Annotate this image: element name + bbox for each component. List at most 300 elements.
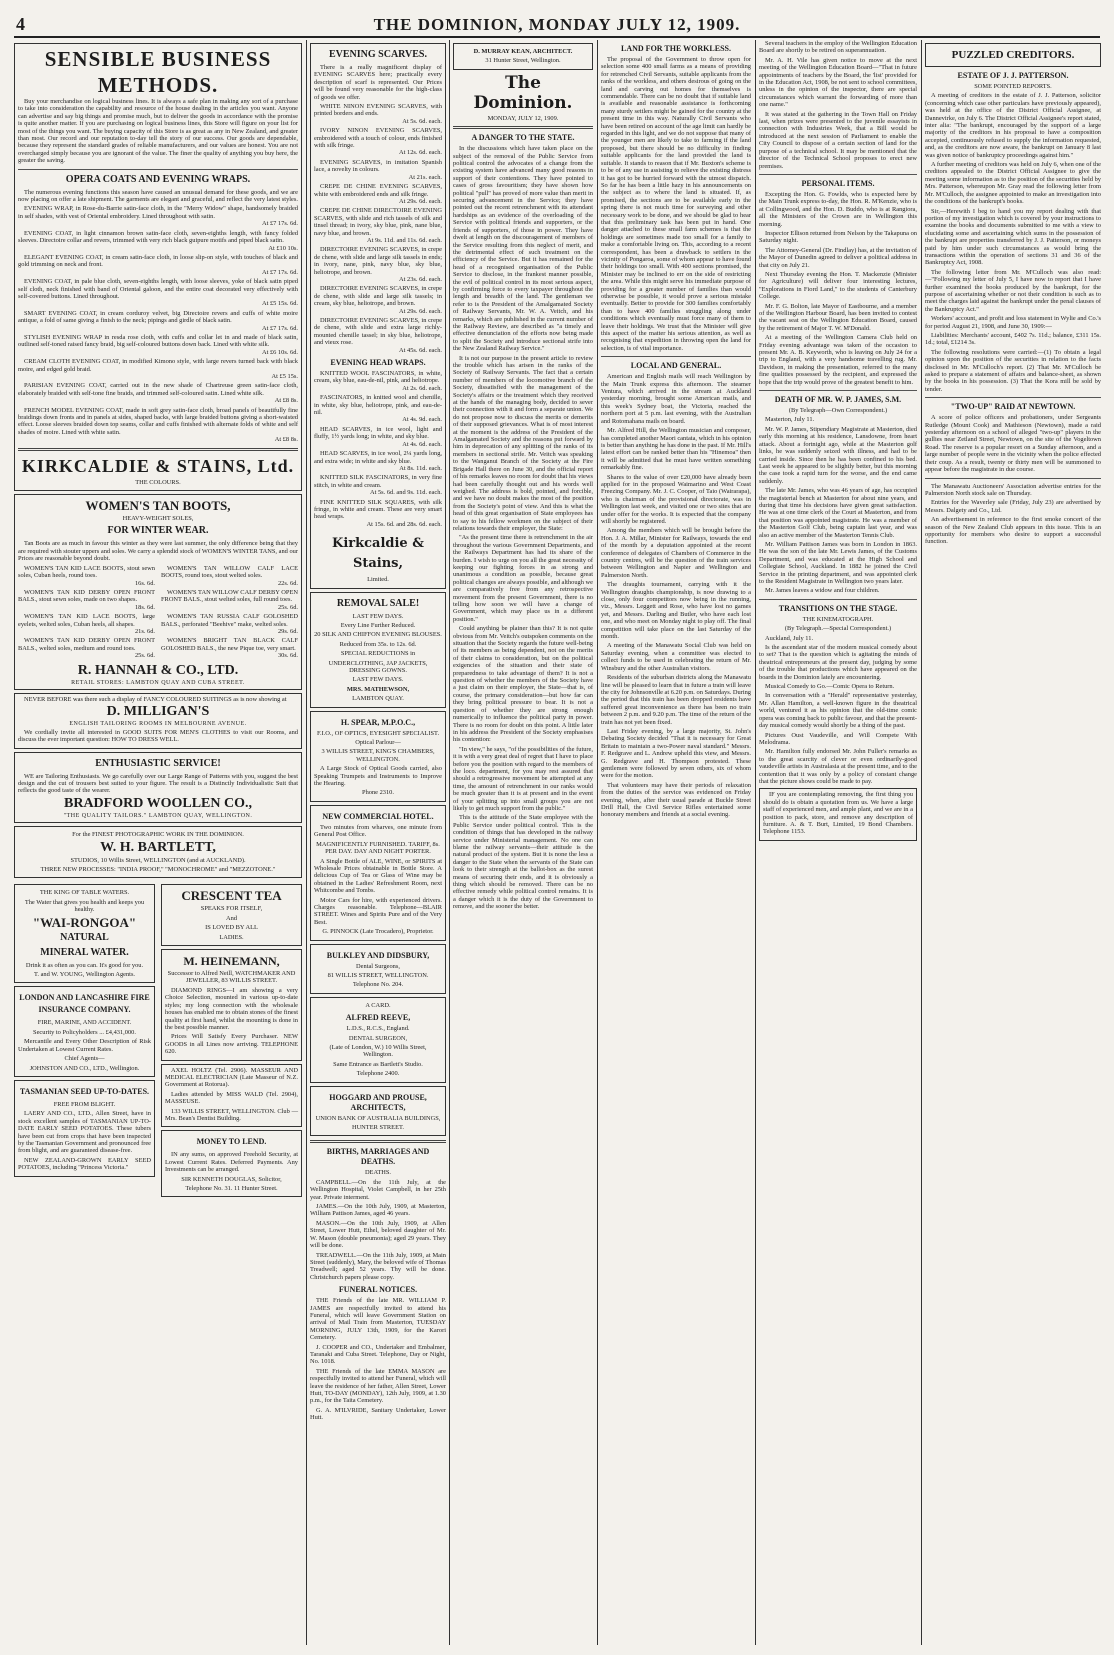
column-rule	[921, 40, 922, 1645]
scarf-item	[314, 159, 442, 181]
boot-item	[18, 613, 155, 635]
scarves-heading: EVENING SCARVES.	[328, 49, 427, 60]
personal-paragraph: The Attorney-General (Dr. Findlay) has, at the invitation of the Mayor of Dunedin agreed to deliver a political address in that city on July 21.	[759, 246, 917, 269]
scarf-item-price: At 9s. 11d. and 11s. 6d. each.	[367, 236, 442, 244]
boot-item-text: WOMEN'S TAN KID LACE BOOTS, stout sewn soles, Cuban heels, round toes.	[18, 564, 155, 580]
hannah-heading-3: FOR WINTER WEAR.	[107, 525, 209, 537]
scarf-item-price: At 23s. 6d. each.	[399, 275, 442, 283]
funeral-heading: FUNERAL NOTICES.	[338, 1285, 418, 1295]
removal-line-5: SPECIAL REDUCTIONS in	[340, 650, 416, 658]
opera-item-price: At £8 8s.	[274, 397, 298, 405]
heinemann-line-3: Prices Will Satisfy Every Purchaser. NEW GOODS in all Lines now arriving. TELEPHONE 620.	[165, 1033, 298, 1056]
scarf-item-text: DIRECTOIRE EVENING SCARVES, in crepe de chene, with slide and large silk tassels in ends; in ivory, nane, pink, navy blue, sky blue, heliotrope, and brown.	[314, 246, 442, 276]
personal-items-text	[759, 191, 917, 386]
head-wrap-item	[314, 450, 442, 472]
editorial-paragraph: "In view," he says, "of the possibilities of the future, it is with a very great deal of regret that I have to place before you the position with regard to the members of the loco. department, for you may rest assured that should a retrogressive movement be attempted at any time, the amount of retrenchment in our ranks would be much greater than it is at present and in the event of your splitting up into small groups you are not likely to get much support from the public."	[453, 745, 593, 812]
scarf-item-text: DIRECTOIRE EVENING SCARVES, in crepe de chene, with slide and large silk tassels; in cream, sky blue, heliotrope, and brown.	[314, 285, 442, 308]
tasmanian-heading: TASMANIAN SEED UP-TO-DATES.	[19, 1086, 150, 1096]
london-line-2: Security to Policyholders ... £4,431,000.	[33, 1028, 136, 1036]
sensible-business-text: Buy your merchandise on logical business lines. It is always a safe plan in making any sort of a purchase to take into consideration the capability and resource of the house dealing in the articles you want. Anyone can advertise and say big things and promise much, but to deliver the goods in accordance with the promise is quite another matter. If you are purchasing on logical business lines, this Store will figure on your list for most of the things you want. The buying capacity of this Store is as great as any in New Zealand, and greater than most. Our record and our reputation to-day tell the story of our success. Our goods are dependable, because they represent the standard grades of reliable manufacturers, and our values are honest. You are not overcharged simply because you are ignorant of the value. The finer the quality of anything you buy here, the greater the saving.	[18, 98, 298, 165]
death-subheading: (By Telegraph—Own Correspondent.)	[788, 407, 888, 415]
scarf-item	[314, 246, 442, 283]
transitions-subheading: THE KINEMATOGRAPH.	[802, 615, 874, 623]
puzzled-paragraph: A further meeting of creditors was held on July 6, when one of the creditors appealed to the District Official Assignee to give the meeting some information as to the position of the securities held by Mrs. Patterson, whereupon Mr. Gray read the following letter from Mr. M'Culloch, the assignee appointed to make an investigation into the conditions of the bankrupt's books.	[925, 161, 1101, 206]
notice-paragraph: The Manawatu Auctioneers' Association advertise entries for the Palmerston North stock sale on Thursday.	[925, 482, 1101, 497]
opera-item	[18, 407, 298, 444]
notice-paragraph: An advertisement in reference to the first smoke concert of the season of the New Zealand Club appears in this issue. This is an opportunity for members who desire to support a successful function.	[925, 516, 1101, 546]
opera-item-text: CREAM CLOTH EVENING COAT, in modified Kimono style, with large revers turned back with black moire, and edged gold braid.	[18, 358, 298, 373]
scarf-item-price: At 12s. 6d. each.	[399, 149, 442, 157]
bradford-subtitle: "THE QUALITY TAILORS." LAMBTON QUAY, WELLINGTON.	[63, 812, 253, 819]
kirkcaldie-script-logo: Kirkcaldie & Stains,	[332, 536, 424, 572]
scarf-item-text: CREPE DE CHINE EVENING SCARVES, white with embroidered ends and silk fringe.	[314, 183, 442, 198]
opera-item-text: SMART EVENING COAT, in cream corduroy velvet, big Directoire revers and cuffs of white moire antique, a fold of same giving a finish to the neck; pipings and girdle of black satin.	[18, 309, 298, 325]
funeral-line-3: THE Friends of the late EMMA MASON are respectfully invited to attend her Funeral, which will leave the residence of her father, Allen Street, Lower Hutt, TO-DAY (MONDAY), 12th July, 1909, at 1.30 p.m., for the Taita Cemetery.	[310, 1367, 446, 1405]
evening-scarves-advert	[310, 43, 446, 589]
death-notice: TREADWELL.—On the 11th July, 1909, at Main Street (suddenly), Mary, the beloved wife of Thomas Treadwell; aged 52 years. Thy will be done. Christchurch papers please copy.	[310, 1251, 446, 1281]
enthusiastic-heading: ENTHUSIASTIC SERVICE!	[95, 757, 221, 769]
reeve-line-2: DENTAL SURGEON,	[348, 1034, 408, 1042]
hannah-address: RETAIL STORES: LAMBTON QUAY AND CUBA STREET.	[71, 679, 245, 686]
spear-line-1: F.I.O., OF OPTICS, EYESIGHT SPECIALIST.	[316, 729, 440, 737]
local-paragraph: Residents of the suburban districts along the Manawatu line will be pleased to learn that in future a train will leave the city for Johnsonville at 6.20 p.m. on Saturdays. During the period that this train has been dropped residents have suffered great inconvenience as there has been no train between 2 p.m. and 9.20 p.m. The time of the return of the train has not yet been fixed.	[601, 674, 751, 726]
bradford-name: BRADFORD WOOLLEN CO.,	[64, 795, 252, 811]
column-rule	[449, 40, 450, 1645]
reports-heading: SOME POINTED REPORTS.	[974, 83, 1052, 90]
reeve-line-5: Telephone 2400.	[356, 1070, 400, 1078]
opera-item-price: At £8 8s.	[274, 436, 298, 444]
opera-item-price: At £7 17s. 6d.	[261, 268, 298, 276]
opera-item-price: At £7 17s. 6d.	[261, 220, 298, 228]
reeve-advert	[310, 997, 446, 1083]
masseur-line-3: 133 WILLIS STREET, WELLINGTON. Club — Mrs. Bean's Dentist Building.	[165, 1107, 298, 1122]
crescent-title: CRESCENT TEA	[181, 888, 282, 904]
funeral-line-1: THE Friends of the late MR. WILLIAM P. JAMES are respectfully invited to attend his Funeral, which will leave Government Station on arrival of Mail Train from Masterton, TUESDAY MORNING, JULY 13th, 1909, for the Karori Cemetery.	[310, 1297, 446, 1342]
boot-item	[18, 589, 155, 611]
opera-item	[18, 310, 298, 332]
murray-line-2: 31 Hunter Street, Wellington.	[485, 57, 561, 65]
transitions-text	[759, 635, 917, 786]
scarf-item-price: At 5s. 6d. each.	[402, 117, 442, 125]
hoggard-heading: HOGGARD AND PROUSE, ARCHITECTS,	[329, 1092, 427, 1112]
london-line-3: Mercantile and Every Other Description of Risk Undertaken at Lowest Current Rates.	[18, 1038, 151, 1053]
bulkley-line-2: 81 WILLIS STREET, WELLINGTON.	[327, 971, 429, 979]
boot-item-text: WOMEN'S TAN RUSSIA CALF GOLOSHED BALS., perforated "Beehive" make, welted soles.	[161, 613, 298, 628]
kirkcaldie-logo-text: KIRKCALDIE & STAINS, Ltd.	[21, 455, 295, 476]
puzzled-paragraph: Liabilities: Merchants' account, £402 7s. 11d.; balance, £311 15s. 1d.; total, £1214 3s.	[925, 332, 1101, 347]
hoggard-line-2: HUNTER STREET.	[351, 1124, 405, 1132]
head-wrap-item-text: FASCINATORS, in knitted wool and chenille, in white, sky blue, heliotrope, pink, and eau-de-nil.	[314, 394, 442, 417]
education-paragraph: Several teachers in the employ of the Wellington Education Board are shortly to be retired on superannuation.	[759, 40, 917, 55]
opera-coats-intro: The numerous evening functions this season have caused an unusual demand for these goods, and we are now placing on offer a late shipment. The garments are elegant and graceful, and reflect the very latest styles.	[18, 188, 298, 204]
money-advert	[161, 1130, 302, 1197]
removal-line-8: MRS. MATHEWSON,	[346, 685, 410, 693]
scarf-item	[314, 183, 442, 205]
land-heading: LAND FOR THE WORKLESS.	[621, 44, 731, 53]
london-line-1: FIRE, MARINE, AND ACCIDENT.	[37, 1019, 132, 1027]
removal-line-3: 20 SILK AND CHIFFON EVENING BLOUSES.	[314, 631, 442, 639]
opera-item	[18, 278, 298, 308]
london-line-4: Chief Agents—	[64, 1055, 105, 1063]
removal-line-1: LAST FEW DAYS.	[352, 612, 404, 620]
heinemann-advert	[161, 949, 302, 1060]
column-rule	[597, 40, 598, 1645]
opera-item-text: EVENING COAT, in pale blue cloth, seven-eighths length, with loose sleeves, yoke of black satin piped self cloth, neck finished with band of Oriental galoon, and the entire coat decorated very effectively with self-covered buttons. Lined throughout.	[18, 278, 298, 300]
hoggard-advert	[310, 1086, 446, 1137]
transitions-subheading-2: (By Telegraph.—Special Correspondent.)	[784, 625, 892, 633]
tasmanian-line-2: LAERY AND CO., LTD., Allen Street, have in stock excellent samples of TASMANIAN UP-TO-DATE EARLY SEED POTATOES. These tubers have been cut from crops that have been inspected by the Tasmanian Government and pronounced free from blight, and are guaranteed disease-free.	[18, 1110, 151, 1155]
scarves-list	[314, 103, 442, 354]
opera-coats-heading: OPERA COATS AND EVENING WRAPS.	[65, 173, 251, 185]
tasmanian-line-3: NEW ZEALAND-GROWN EARLY SEED POTATOES, including "Princess Victoria."	[18, 1156, 151, 1172]
opera-item	[18, 382, 298, 404]
head-wrap-item-text: FINE KNITTED SILK SQUARES, with silk fringe, in white and cream. These are very smart head wraps.	[314, 498, 442, 521]
head-wrap-item-text: KNITTED WOOL FASCINATORS, in white, cream, sky blue, eau-de-nil, pink, and heliotrope.	[314, 370, 442, 385]
removal-advert	[759, 788, 917, 840]
puzzled-heading: PUZZLED CREDITORS.	[951, 49, 1075, 61]
twoup-text	[925, 414, 1101, 473]
death-notice: CAMPBELL.—On the 11th July, at the Wellington Hospital, Violet Campbell, in her 25th year. Private interment.	[310, 1178, 446, 1201]
opera-item-text: PARISIAN EVENING COAT, carried out in the new shade of Chartreuse green satin-face cloth, elaborately braided with self-tone fine braids, and trimmed self-coloured satin. Lined white silk.	[18, 382, 298, 397]
waters-agents: T. and W. YOUNG, Wellington Agents.	[33, 971, 136, 979]
boot-item	[161, 565, 298, 587]
local-paragraph: Mr. Alfred Hill, the Wellington musician and composer, has completed another Maori cantata, which in his opinion is better than anything he has done in the past. If Mr. Hill's latest effort can be ranked better than his "Hinemoa" then it will be admitted that he must have written something remarkably fine.	[601, 427, 751, 472]
boot-item-price: 16s. 6d.	[134, 579, 155, 587]
hannah-company-name: R. HANNAH & CO., LTD.	[77, 662, 239, 678]
money-line-1: IN any sums, on approved Freehold Security, at Lowest Current Rates. Deferred Payments. Any Investments can be arranged.	[165, 1151, 298, 1174]
money-line-3: Telephone No. 31. 11 Hunter Street.	[185, 1185, 278, 1192]
notices-text	[925, 483, 1101, 546]
local-paragraph: A meeting of the Manawatu Social Club was held on Saturday evening, when a committee was elected to collect funds to be used in celebrating the return of Mr. Winsbury and the other Australian visitors.	[601, 642, 751, 672]
page-number: 4	[16, 14, 25, 34]
sensible-business-heading: SENSIBLE BUSINESS METHODS.	[44, 47, 272, 97]
removal-line-2: Every Line Further Reduced.	[340, 621, 416, 629]
editorial-paragraph: "As the present time there is retrenchment in the air throughout the various Government Departments, and the Railways Department has had its share of the burden. I wish to urge on you all the great necessity of keeping our fighting forces in as strong and unanimous a condition as possible, because great political changes are always possible, and although we are comparatively free from any retrospective movement from the present Government, there is no telling how soon we will have a change of Government, which may place us in a different position."	[453, 534, 593, 623]
spear-line-5: Phone 2310.	[362, 789, 394, 797]
puzzled-text	[925, 92, 1101, 393]
column-rule	[755, 40, 756, 1645]
spear-line-2: Optical Parlour—	[355, 739, 401, 747]
enthusiastic-text: WE are Tailoring Enthusiasts. We go carefully over our Large Range of Patterns with you, suggest the best design and the cut of trousers best suited to your figure. The result is a Distinctly Individualistic Suit that reflects the good taste of the wearer.	[18, 772, 298, 795]
personal-paragraph: Inspector Ellison returned from Nelson by the Takapuna on Saturday night.	[759, 229, 917, 245]
opera-item-text: FRENCH MODEL EVENING COAT, made in soft grey satin-face cloth, broad panels of beautifully fine braidings down fronts and in panels at sides, shaped backs, with large braided buttons giving a short-waisted effect. Loose sleeves braided down top seams, collar and cuffs finished with alternate folds of white and self shades of moire. Lined with white satin.	[18, 406, 298, 436]
personal-paragraph: Next Thursday evening the Hon. T. Mackenzie (Minister for Agriculture) will deliver four interesting lectures, "Explorations in Fiord Land," to the students of Canterbury College.	[759, 270, 917, 301]
tasmanian-advert	[14, 1080, 155, 1177]
death-paragraph: Mr. William Pattison James was born in London in 1863. He was the son of the late Mr. Lewis James, of the Customs Department, and was educated at the High School and Collegiate School, Auckland. In 1882 he joined the Civil Service in the printing department, and was appointed clerk to the Resident Magistrate in Wellington two years later.	[759, 540, 917, 585]
column-4	[601, 40, 751, 1645]
boot-item	[161, 637, 298, 659]
wai-rongoa-title: "WAI-RONGOA"	[32, 914, 137, 930]
column-6	[925, 40, 1101, 1645]
money-line-2: SIR KENNETH DOUGLAS, Solicitor,	[181, 1175, 282, 1183]
scarf-item-text: CREPE DE CHINE DIRECTOIRE EVENING SCARVES, with slide and rich tassels of silk and tinsel thread; in ivory, sky blue, pink, nane blue, navy blue, and brown.	[314, 207, 442, 237]
reeve-heading: ALFRED REEVE,	[345, 1013, 411, 1023]
education-paragraph: Mr. A. H. Vile has given notice to move at the next meeting of the Wellington Education Board—"That in future appointments of teachers by the Board, the 'list' provided for in the Education Act, 1908, be not sent to school committees, unless in the opinion of the inspector, there are special circumstances which warrant the forwarding of more than one name."	[759, 56, 917, 109]
tasmanian-line-1: FREE FROM BLIGHT.	[53, 1100, 116, 1108]
london-line-5: JOHNSTON AND CO., LTD., Wellington.	[29, 1064, 140, 1072]
bartlett-address: STUDIOS, 10 Willis Street, WELLINGTON (and at AUCKLAND).	[70, 856, 246, 864]
twoup-paragraph: A score of police officers and probationers, under Sergeants Rutledge (Mount Cook) and Mathieson (Newtown), made a raid yesterday afternoon on a school of alleged "two-up" players in the gullies near Zetland Street, Newtown, on the site of the Vogeltown Road. The reserve is a popular resort on a Sunday afternoon, and a large number of people were in the vicinity when the police effected their coup. As a result, twenty or thirty men will be summoned to appear before the magistrate in due course.	[925, 414, 1101, 474]
boot-item	[18, 637, 155, 659]
head-wrap-item-price: At 2s. 6d. each.	[402, 384, 442, 392]
murray-line-1: D. MURRAY KEAN, ARCHITECT.	[473, 48, 573, 55]
opera-item	[18, 358, 298, 380]
newspaper-title: THE DOMINION, MONDAY JULY 12, 1909.	[373, 15, 741, 34]
estate-heading: ESTATE OF J. J. PATTERSON.	[957, 71, 1069, 80]
puzzled-paragraph: A meeting of creditors in the estate of J. J. Patterson, solicitor (concerning which case other particulars have previously appeared), was held at the office of the District Official Assignee, at Dannevirke, on July 6. The District Official Assignee's report stated, inter alia: "The bankrupt, encouraged by the support of a large majority of the creditors in his proposal to have a composition accepted, continuously refused to supply the information requested, and, as the creditors are now aware, the bankrupt on January 8 last was given notice of bankruptcy proceedings against him."	[925, 92, 1101, 159]
opera-item-text: EVENING COAT, in light cinnamon brown satin-face cloth, seven-eighths length, with fancy folded sleeves. Directoire collar and revers, trimmed with very rich black guipure motifs and piped black satin.	[18, 229, 298, 245]
hoggard-line-1: UNION BANK OF AUSTRALIA BUILDINGS,	[315, 1114, 441, 1122]
milligan-subtitle: ENGLISH TAILORING ROOMS IN MELBOURNE AVENUE.	[69, 721, 247, 728]
hannah-intro: Tan Boots are as much in favour this winter as they were last summer, the only difference being that they are required with stouter uppers and soles. We carry a splendid stock of WOMEN'S WINTER TANS, and our Prices are reasonable beyond doubt.	[18, 540, 298, 563]
head-wrap-item	[314, 370, 442, 392]
head-wrap-item-price: At 4s. 6d. each.	[402, 440, 442, 448]
boot-item-price: 18s. 6d.	[134, 603, 155, 611]
boot-item-text: WOMEN'S TAN WILLOW CALF DERBY OPEN FRONT BALS., stout welted soles, full round toes.	[161, 588, 298, 604]
hotel-line-4: Motor Cars for hire, with experienced drivers. Charges reasonable. Telephone—BLAIR STREET. Wines and Spirits Pure and of the Very Best.	[314, 896, 442, 926]
crescent-tea-advert	[161, 884, 302, 946]
opera-item-price: At £6 10s. 6d.	[261, 348, 298, 356]
milligan-text: We cordially invite all interested in GOOD SUITS FOR MEN'S CLOTHES to visit our Rooms, and discuss the ever important question: HOW TO DRESS WELL.	[18, 728, 298, 744]
page-header	[14, 14, 1100, 38]
puzzled-heading-box	[925, 43, 1101, 67]
funeral-line-2: J. COOPER and CO., Undertaker and Embalmer, Taranaki and Cuba Street. Telephone, Day or Night, No. 1018.	[310, 1343, 446, 1366]
murray-kean-advert	[453, 43, 593, 70]
bartlett-processes: THREE NEW PROCESSES: "INDIA PROOF," "MONOCHROME" and "MEZZOTONE."	[40, 866, 276, 874]
head-wrap-item-price: At 5s. 6d. and 9s. 11d. each.	[369, 489, 442, 497]
wai-rongoa-advert	[14, 884, 155, 983]
scarf-item-text: WHITE NINON EVENING SCARVES, with printed borders and ends.	[314, 103, 442, 118]
waters-heading: THE KING OF TABLE WATERS.	[39, 889, 130, 897]
hotel-line-2: MAGNIFICENTLY FURNISHED. TARIFF, 8s. PER DAY. DAY AND NIGHT PORTER.	[316, 840, 440, 856]
milligan-intro: NEVER BEFORE was there such a display of FANCY COLOURED SUITINGS as is now showing at	[24, 695, 287, 703]
scarves-intro: There is a really magnificent display of EVENING SCARVES here; practically every description of scarf is represented. Our Prices will be found very reasonable for the high-class of goods we offer.	[314, 64, 442, 101]
local-paragraph: Last Friday evening, by a large majority, St. John's Debating Society decided "That it is necessary for Great Britain to maintain a two-Power naval standard." Messrs. F. Redgrave and L. Andrew upheld this view, and Messrs. G. Redgrave and H. Thompson protested. These gentlemen were followed by seven others, six of whom were for the motion.	[601, 727, 751, 780]
personal-heading: PERSONAL ITEMS.	[801, 178, 875, 188]
transitions-paragraph: Musical Comedy to Go.—Comic Opera to Return.	[765, 683, 895, 691]
bartlett-advert	[14, 826, 302, 878]
mineral-water-label: MINERAL WATER.	[40, 946, 129, 958]
reeve-line-3: (Late of London, W.) 10 Willis Street, Wellington.	[329, 1044, 427, 1059]
boot-item-price: 22s. 6d.	[277, 579, 298, 587]
bmd-heading: BIRTHS, MARRIAGES AND DEATHS.	[326, 1147, 430, 1167]
hotel-line-3: A Single Bottle of ALE, WINE, or SPIRITS at Wholesale Prices obtainable in Bottle Store. A delicious Cup of Tea or Glass of Wine may be obtained in the Ladies' Refreshment Room, next Whitcombe and Tombs.	[314, 857, 442, 895]
colours-label: THE COLOURS.	[135, 478, 181, 486]
bulkley-line-3: Telephone No. 204.	[352, 981, 404, 989]
puzzled-paragraph: The following letter from Mr. M'Culloch was also read:—"Following my letter of July 5, I have now to report that I have further examined the books produced by the bankrupt, for the purpose of ascertaining whether or not their condition is such as to meet the charges laid against the bankrupt under the penal clauses of the Bankruptcy Act."	[925, 268, 1101, 313]
bulkley-heading: BULKLEY AND DIDSBURY,	[326, 950, 430, 960]
removal-heading: REMOVAL SALE!	[336, 597, 420, 609]
boot-item-text: WOMEN'S TAN KID DERBY OPEN FRONT BALS., welted soles, medium and round toes.	[18, 637, 155, 652]
scarf-item-price: At 29s. 6d. each.	[399, 307, 442, 315]
head-wrap-item-price: At 8s. 11d. each.	[399, 464, 442, 472]
opera-item	[18, 230, 298, 252]
masseur-advert	[161, 1064, 302, 1128]
card-label: A CARD.	[365, 1001, 391, 1009]
column-1	[14, 40, 302, 1645]
spear-line-4: A Large Stock of Optical Goods carried, also Speaking Trumpets and Instruments to Improve the Hearing.	[314, 765, 442, 788]
column-5	[759, 40, 917, 1645]
scarf-item-text: DIRECTOIRE EVENING SCARVES, in crepe de chene, with slide and extra large richly-mounted chenille tassel; in sky blue, heliotrope, and vieux rose.	[314, 317, 442, 347]
death-text	[759, 416, 917, 594]
boot-item-price: 25s. 6d.	[277, 603, 298, 611]
column-3	[453, 40, 593, 1645]
head-wrap-item	[314, 474, 442, 496]
boot-item-price: 21s. 6d.	[134, 627, 155, 635]
transitions-paragraph: Is the ascendant star of the modern musical comedy about to set? That is the question which is agitating the minds of theatrical entrepreneurs at the present day, judging by some of the trouble that productions which have appeared on the boards in the Dominion lately are encountering.	[759, 644, 917, 681]
head-wrap-item-text: HEAD SCARVES, in ice wool, light and fluffy, 1½ yards long; in white, and sky blue.	[314, 425, 442, 441]
kirkcaldie-advert	[14, 43, 302, 491]
personal-paragraph: At a meeting of the Wellington Camera Club held on Friday evening advantage was taken of the occasion to present Mr. A. B. Keyworth, who is leaving on July 24 for a trip to England, with a very handsome travelling rug. Mr. Davidson, in making the presentation, referred to the many fine qualities possessed by the recipient, and expressed the hope that the trip would prove of the greatest benefit to him.	[759, 334, 917, 386]
transitions-paragraph: Pictures Oust Vaudeville, and Will Compete With Melodrama.	[759, 731, 917, 746]
personal-paragraph: Mr. F. G. Bolton, late Mayor of Eastbourne, and a member of the Wellington Harbour Board, has been invited to contest the vacant seat on the Wellington Education Board, caused by the retirement of Major T. W. M'Donald.	[759, 302, 917, 332]
hannah-heading-1: WOMEN'S TAN BOOTS,	[85, 498, 231, 514]
reeve-line-4: Same Entrance as Bartlett's Studio.	[333, 1060, 423, 1068]
editorial-paragraph: It is not our purpose in the present article to review the trouble which has arisen in the ranks of the Society of Railway Servants. The fact that a certain number of members of the locomotive branch of the Society, dissatisfied with the management of the Society's affairs or the treatment which they received at the hands of the managing body, decided to sever their connection with it and form a separate union. We do not propose now to discuss the merits or demerits of their supposed grievances. What is of most interest at the moment is the address of the President of the Amalgamated Society and the reasons put forward by him in deprecation of any splitting of the ranks of its members in sectional strife. Mr. Veitch was speaking to the Wanganui Branch of the Society at the Fire Brigade Hall there on June 30, and the official report of his remarks leaves no room for doubt that his views had been carefully thought out and his words well weighed. The address is bold, pointed, and forcible, and we have no doubt makes the most of the position from the Society's point of view. And this is what the head of this great organisation of State employees has to say to his fellow workmen on the subject of their relations towards their employer, the State:	[453, 354, 593, 532]
deaths-list	[310, 1179, 446, 1281]
hotel-heading: NEW COMMERCIAL HOTEL.	[322, 811, 434, 821]
puzzled-paragraph: Workers' account, and profit and loss statement in Wylie and Co.'s for period August 21, 1908, and June 30, 1909:—	[925, 315, 1101, 330]
scarf-item	[314, 127, 442, 157]
opera-item	[18, 334, 298, 356]
boot-item-text: WOMEN'S TAN WILLOW CALF LACE BOOTS, round toes, stout welted soles.	[161, 564, 298, 580]
scarf-item	[314, 285, 442, 315]
head-wrap-item	[314, 426, 442, 448]
local-general-heading: LOCAL AND GENERAL.	[630, 361, 722, 371]
removal-line-4: Reduced from 35s. to 12s. 6d.	[339, 640, 417, 648]
head-wrap-item-text: HEAD SCARVES, in ice wool, 2¼ yards long, and extra wide; in white and sky blue.	[314, 450, 442, 465]
boot-item-price: 30s. 6d.	[277, 652, 298, 660]
head-wraps-heading: EVENING HEAD WRAPS.	[330, 358, 426, 368]
hotel-advert	[310, 805, 446, 941]
removal-line-6: UNDERCLOTHING, JAP JACKETS, DRESSING GOWNS.	[328, 659, 428, 674]
drink-label: Drink it as often as you can. It's good for you.	[25, 961, 144, 969]
hotel-line-1: Two minutes from wharves, one minute from General Post Office.	[314, 823, 442, 839]
opera-item-text: EVENING WRAP, in Rose-du-Barrie satin-face cloth, in the "Merry Widow" shape, handsomely braided in self shades, with vest of Oriental embroidery. Lined throughout with satin.	[18, 205, 298, 220]
boot-item	[18, 565, 155, 587]
death-paragraph: Masterton, July 11.	[765, 416, 815, 424]
crescent-line-3: IS LOVED BY ALL	[205, 924, 258, 932]
death-paragraph: Mr. W. P. James, Stipendiary Magistrate at Masterton, died early this morning at his residence, Lansdowne, from heart attack. About a fortnight ago, while at the Masterton golf links, he was suddenly seized with illness, and had to be carried inside. Since then he has been confined to his bed. Last week he appeared to be slightly better, but this morning the case took a rapid turn for the worse, and the end came suddenly.	[759, 425, 917, 485]
opera-item-price: At £10 10s.	[268, 244, 298, 252]
editorial-paragraph: Could anything be plainer than this? It is not quite obvious from Mr. Veitch's outspoken comments on the situation that the Society regards the future well-being of its members as being dependent, not on the merits of their claims to consideration, but on the political exigencies of the situation and their state of preparedness to take advantage of them? It is not a question of whether the members of the Society have a just claim on their employer, the State—that is, of course, the primary consideration—but how far can they bring political pressure to bear. It is not a question of whether they are strong enough numerically to influence the political party in power. There is no room for doubt on this point. A little later in his address the President of the Society emphasises his contention:	[453, 625, 593, 744]
issue-date: MONDAY, JULY 12, 1909.	[487, 114, 559, 122]
boot-item	[161, 613, 298, 635]
masseur-line-2: Ladies attended by MISS WALD (Tel. 2904), MASSEUSE.	[165, 1090, 298, 1106]
head-wrap-item-text: KNITTED SILK FASCINATORS, in very fine stitch, in white and cream.	[314, 474, 442, 489]
heinemann-line-2: DIAMOND RINGS—I am showing a very Choice Selection, mounted in various up-to-date styles; my long connection with the wholesale houses has enabled me to obtain stones of the finest quality at first hand, whilst the mounting is done in the best possible manner.	[165, 986, 298, 1031]
local-paragraph: Among the members which will be brought before the Hon. J. A. Millar, Minister for Railways, towards the end of the month by a deputation appointed at the recent conference of delegates of Chambers of Commerce in the country centres, will be the question of the train services between Wellington and Napier and Wellington and Palmerston North.	[601, 527, 751, 579]
scarf-item	[314, 207, 442, 244]
opera-item	[18, 254, 298, 276]
london-heading: LONDON AND LANCASHIRE FIRE INSURANCE COMPANY.	[19, 993, 150, 1015]
twoup-heading: "TWO-UP" RAID AT NEWTOWN.	[950, 402, 1076, 412]
money-heading: MONEY TO LEND.	[196, 1137, 267, 1147]
hannah-list-left	[18, 565, 155, 662]
death-paragraph: The late Mr. James, who was 46 years of age, has occupied the magisterial bench at Masterton for about nine years, and during that time his decisions have given great satisfaction. He was at one time clerk of the Court at Masterton, and from that position was appointed magistrate. He was a member of the Masterton Golf Club, being captain last year, and was also an active member of the Masterton Tennis Club.	[759, 487, 917, 539]
local-paragraph: The draughts tournament, carrying with it the Wellington draughts championship, is now drawing to a close, only four competitors now being in the running, viz., Messrs. Leggett and Rose, who have lost no games yet, and Messrs. Darling and Butler, who have each lost one, and who meet on Monday night to play off. The final competition will take place on the last Saturday of the month.	[601, 581, 751, 641]
bartlett-intro: For the FINEST PHOTOGRAPHIC WORK IN THE DOMINION.	[72, 831, 244, 839]
opera-item-text: ELEGANT EVENING COAT, in cream satin-face cloth, in loose slip-on style, with touches of black and gold trimming on neck and front.	[18, 253, 298, 269]
bartlett-name: W. H. BARTLETT,	[100, 839, 216, 855]
scarf-item-price: At 29s. 6d. each.	[399, 197, 442, 205]
masseur-line-1: AXEL HOLTZ (Tel. 2906). MASSEUR AND MEDICAL ELECTRICIAN (Late Masseur of N.Z. Government at Rotorua).	[165, 1066, 298, 1089]
removal-advert-text: IF you are contemplating removing, the first thing you should do is obtain a quotation from us. We have a large staff of experienced men, and ample plant, and we are in a position to pack, store, and remove any description of furniture. A. & T. Burt, Limited, 19 Bond Chambers. Telephone 1153.	[763, 791, 913, 836]
head-wrap-item-price: At 4s. 9d. each.	[402, 416, 442, 424]
boot-item	[161, 589, 298, 611]
spear-line-3: 3 WILLIS STREET, KING'S CHAMBERS, WELLINGTON.	[321, 748, 435, 763]
editorial-heading: A DANGER TO THE STATE.	[471, 133, 575, 143]
hotel-line-5: G. PINNOCK (Late Trocadero), Proprietor.	[322, 928, 434, 936]
boot-item-text: WOMEN'S BRIGHT TAN BLACK CALF GOLOSHED BALS., the new Pique toe, very smart.	[161, 637, 298, 652]
milligan-name: D. MILLIGAN'S	[106, 704, 210, 720]
scarf-item-text: IVORY NINON EVENING SCARVES, embroidered with a touch of colour, ends finished with silk fringe.	[314, 127, 442, 150]
transitions-paragraph: In conversation with a "Herald" representative yesterday, Mr. Allan Hamilton, a well-known figure in the theatrical world, ventured it as his opinion that the old-time comic opera was coming back to public favour, and that the present-day musical comedy would shortly be a thing of the past.	[759, 692, 917, 730]
notice-paragraph: Entries for the Waverley sale (Friday, July 23) are advertised by Messrs. Dalgety and Co., Ltd.	[925, 499, 1101, 514]
education-paragraph: It was stated at the gathering in the Town Hall on Friday last, when prizes were presented to the juvenile essayists in connection with Industries Week, that a Bill would be introduced at the next session of Parliament to enable the City Council to dispose of a certain section of land for the purpose of a technical school. It may be mentioned that the director of the Technical School proposes to erect new premises.	[759, 110, 917, 170]
local-general-text	[601, 373, 751, 819]
opera-item-text: STYLISH EVENING WRAP in resda rose cloth, with cuffs and collar let in and made of black satin, outlined self-toned raised fancy braid, big self-coloured buttons down back. Lined with white silk.	[18, 333, 298, 349]
opera-item-price: At £5 15s.	[271, 373, 298, 380]
scarf-item	[314, 317, 442, 354]
heinemann-name: M. HEINEMANN,	[183, 954, 280, 969]
reeve-line-1: L.D.S., R.C.S., England.	[346, 1025, 410, 1033]
crescent-line-2: And	[225, 914, 237, 922]
transitions-heading: TRANSITIONS ON THE STAGE.	[778, 603, 898, 613]
puzzled-paragraph: Sir,—Herewith I beg to hand you my report dealing with that portion of my investigation which is covered by your instructions to examine the books and documents submitted to me with a view to elucidating some and ascertaining which sums in the possession of the bankrupt are properties transferred by J. J. Patterson, or moneys paid by him under such circumstances as would bring the transactions within the operation of sections 31 and 36 of the Bankruptcy Act, 1908.	[925, 207, 1101, 267]
removal-sale-advert	[310, 592, 446, 708]
personal-paragraph: Excepting the Hon. G. Fowlds, who is expected here by the Main Trunk express to-day, the Hon. R. M'Kenzie, who is at Collingwood, and the Hon. D. Buddo, who is at Rangiora, all the Ministers of the Crown are in Wellington this morning.	[759, 190, 917, 228]
dominion-nameplate: The Dominion.	[473, 72, 573, 113]
scarf-item	[314, 103, 442, 125]
hannah-list-right	[161, 565, 298, 662]
death-notice: MASON.—On the 10th July, 1909, at Allen Street, Lower Hutt, Ethel, beloved daughter of Mr. W. Mason (double pneumonia); aged 29 years. They will be done.	[310, 1219, 446, 1250]
scarf-item-text: EVENING SCARVES, in imitation Spanish lace, a novelty in colours.	[314, 158, 442, 174]
puzzled-paragraph: The following resolutions were carried:—(1) To obtain a legal opinion upon the position of the securities in relation to the facts disclosed in Mr. M'Culloch's report. (2) That Mr. M'Culloch be asked to prepare a statement of affairs and balance-sheet, as shown by the books in his possession. (3) That the Kora mill be sold by tender.	[925, 348, 1101, 393]
column-2	[310, 40, 446, 1645]
crescent-line-4: LADIES.	[219, 933, 244, 941]
scarf-item-price: At 45s. 6d. each.	[399, 346, 442, 354]
transitions-paragraph: Mr. Hamilton fully endorsed Mr. John Fuller's remarks as to the great scarcity of clever or even ordinarily-good vaudeville artists in Australasia at the present time, and to the contention that it was only by a policy of constant change that the picture shows could be made to pay.	[759, 748, 917, 785]
local-paragraph: American and English mails will reach Wellington by the Main Trunk express this afternoon. The steamer Ventura, which arrived in the stream at Auckland yesterday morning, brought some American mails, and this week's Sydney boat, the Victoria, reached the northern port at 5 p.m. last evening, with the Australian and Rotomahana mails on board.	[601, 373, 751, 425]
kirkcaldie-limited: Limited.	[367, 576, 389, 584]
local-paragraph: That volunteers may have their periods of relaxation from the duties of the service was evidenced on Friday evening, when, after their usual parade at Buckle Street Drill Hall, the Civil Service Rifles entertained some honorary members and friends at a social evening.	[601, 781, 751, 819]
bulkley-line-1: Dental Surgeons,	[356, 962, 400, 970]
hannah-heading-2: HEAVY-WEIGHT SOLES,	[122, 515, 194, 523]
boot-item-price: 29s. 6d.	[277, 627, 298, 635]
education-notes	[759, 40, 917, 170]
bradford-advert	[14, 752, 302, 824]
hannah-advert	[14, 494, 302, 690]
opera-item	[18, 205, 298, 227]
boot-item-price: 25s. 6d.	[134, 652, 155, 660]
death-paragraph: Mr. James leaves a widow and four children.	[765, 587, 880, 595]
transitions-paragraph: Auckland, July 11.	[765, 634, 814, 642]
boot-item-text: WOMEN'S TAN KID LACE BOOTS, large eyelets, welted soles, Cuban heels, all shapes.	[18, 613, 155, 628]
column-rule	[306, 40, 307, 1645]
natural-label: NATURAL	[60, 931, 109, 943]
removal-line-9: LAMBTON QUAY.	[352, 695, 404, 703]
funeral-line-4: G. A. M'ILVRIDE, Sanitary Undertaker, Lower Hutt.	[310, 1406, 446, 1422]
head-wrap-item-price: At 15s. 6d. and 28s. 6d. each.	[366, 520, 442, 528]
scarf-item-price: At 21s. each.	[408, 173, 442, 181]
land-text: The proposal of the Government to throw open for selection some 400 small farms as a means of providing for retrenched Civil Servants, suitable applicants from the ranks of the workless, and others desirous of going on the land and carving out homes for themselves is commendable. There can be no doubt that if suitable land is available and reasonable assistance is forthcoming many sturdy settlers might be gained for the country at the present time in this way. Naturally Civil Servants who have been retired on account of the age limit can hardly be regarded in this light, and we do not suppose that many of the younger men are likely to take to farming if the land proposed, but there should be no difficulty in finding suitable applicants for the land provided the land is suitable. It stands to reason that if Mr. Buxton's scheme is to be of any use in assisting to relieve the existing distress it has got to be hurried forward with the utmost dispatch. So far he has been a little hazy in his announcements on the subject as to where the land is situated. If, as promised, the sections are to be available early in the spring there is not much time for surveying and other necessary work to be done, and we should be glad to hear that this preliminary task has been put in hand. One danger attached to these small farm schemes is that the holdings are sometimes made too small for a family to make a comfortable living on. This, according to a recent correspondent, has been a drawback to settlers in the vicinity of Pongaroa, some of whom appear to have found their holdings too small. With 400 sections promised, the Minister may be inclined to err on the side of restricting the area. While this might serve his immediate purpose of providing for a greater number of families than would otherwise be possible, it would prove a serious mistake eventually. Better to provide for 300 families comfortably than to have 400 families struggling along under conditions which eventually must force many of them to leave their holdings. We trust that the Minister will give this aspect of the matter his serious attention, as well as recognising that expedition in throwing open the land for selection, is of vital importance.	[601, 56, 751, 352]
waters-subtitle: The Water that gives you health and keeps you healthy.	[24, 898, 145, 914]
milligan-advert	[14, 693, 302, 749]
deaths-heading: DEATHS.	[364, 1169, 392, 1177]
editorial-text	[453, 145, 593, 910]
head-wrap-item	[314, 394, 442, 424]
